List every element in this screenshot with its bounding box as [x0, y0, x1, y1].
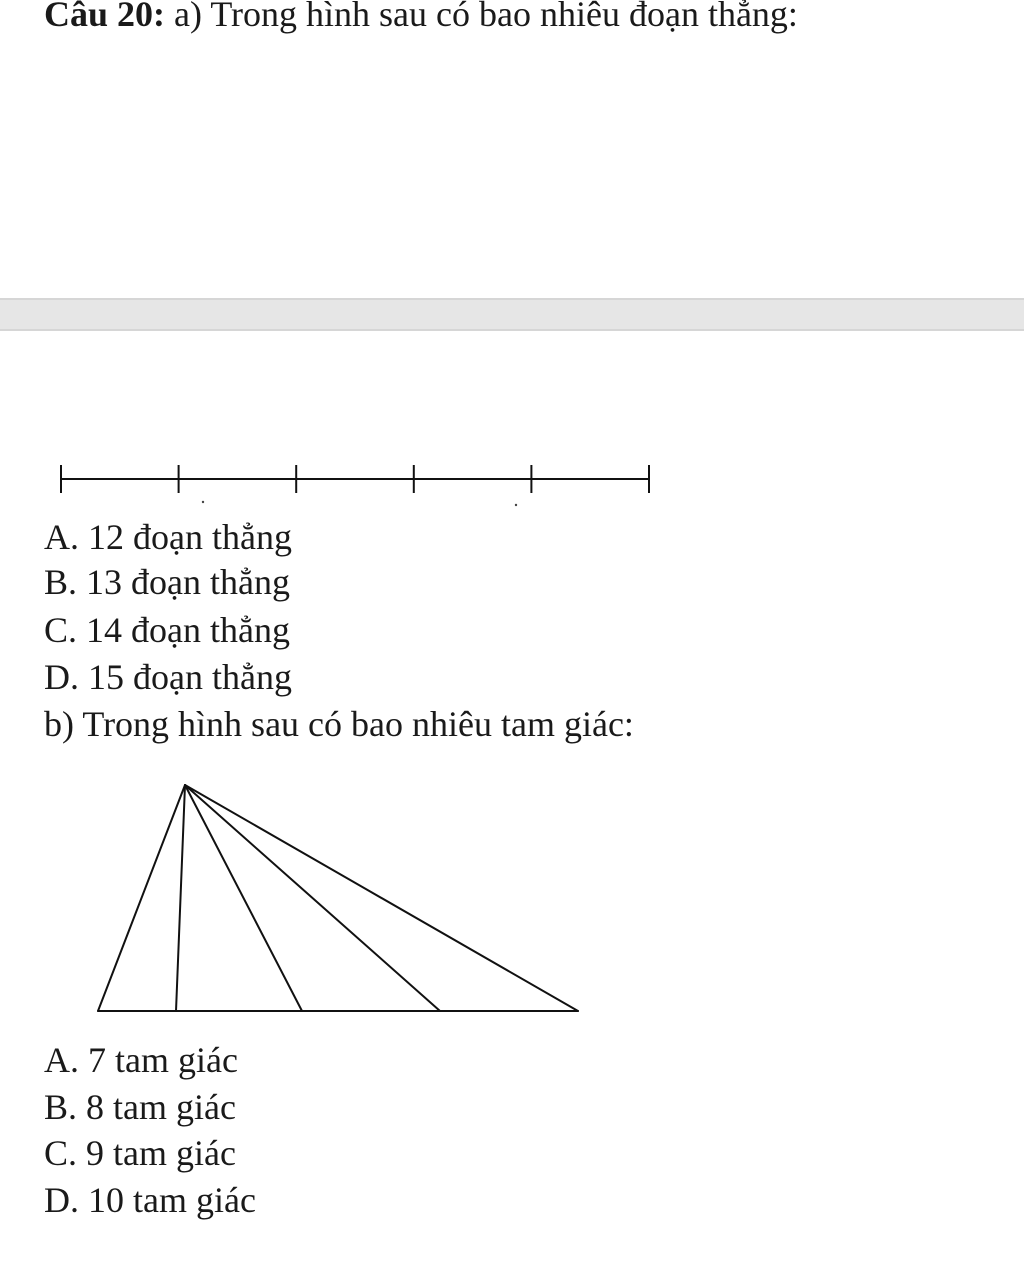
question-title	[44, 0, 798, 34]
question-number: Câu 20:	[44, 0, 166, 34]
option-b1[interactable]: A. 7 tam giác	[44, 1040, 238, 1080]
option-a1[interactable]: A. 12 đoạn thẳng	[44, 517, 292, 557]
apex-line-4	[185, 785, 440, 1011]
option-a4[interactable]: D. 15 đoạn thẳng	[44, 657, 292, 697]
separator-band	[0, 298, 1024, 331]
triangle-figure	[0, 770, 620, 1030]
option-a2[interactable]: B. 13 đoạn thẳng	[44, 562, 290, 602]
stray-dot	[202, 501, 204, 503]
option-b3[interactable]: C. 9 tam giác	[44, 1133, 236, 1173]
option-b2[interactable]: B. 8 tam giác	[44, 1087, 236, 1127]
stray-dot	[515, 504, 517, 506]
apex-line-1	[98, 785, 185, 1011]
apex-line-2	[176, 785, 185, 1011]
option-b4[interactable]: D. 10 tam giác	[44, 1180, 256, 1220]
segment-figure	[0, 455, 700, 515]
option-a3[interactable]: C. 14 đoạn thẳng	[44, 610, 290, 650]
part-a-prompt: a) Trong hình sau có bao nhiêu đoạn thẳng:	[174, 0, 798, 34]
part-b-prompt: b) Trong hình sau có bao nhiêu tam giác:	[44, 704, 634, 744]
